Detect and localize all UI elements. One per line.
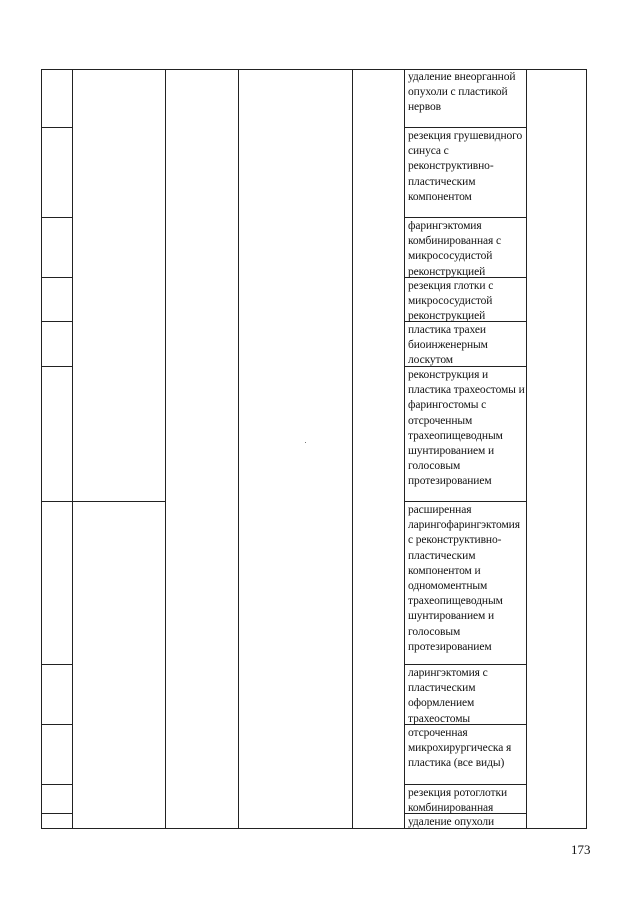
procedure-cell: удаление внеорганной опухоли с пластикой нервов bbox=[408, 71, 516, 114]
procedure-cell: удаление опухоли bbox=[408, 816, 495, 828]
row-divider bbox=[41, 277, 73, 278]
procedure-cell: резекция ротоглотки комбинированная bbox=[408, 787, 508, 815]
procedure-cell: резекция глотки с микрососудистой реконструкцией bbox=[408, 280, 494, 323]
row-divider bbox=[41, 784, 73, 785]
row-divider bbox=[41, 813, 73, 814]
scan-speck bbox=[305, 442, 306, 443]
procedures-table bbox=[41, 69, 587, 829]
column-divider-5 bbox=[404, 69, 405, 829]
column-divider-1 bbox=[72, 69, 73, 829]
row-divider bbox=[41, 127, 73, 128]
procedure-cell: реконструкция и пластика трахеостомы и фарингостомы с отсроченным трахеопищеводным шунтированием и голосовым протезированием bbox=[408, 369, 525, 488]
table-right-border bbox=[586, 69, 587, 829]
page-number: 173 bbox=[571, 842, 591, 857]
table-left-border bbox=[41, 69, 42, 829]
row-divider bbox=[41, 321, 73, 322]
column-divider-2 bbox=[165, 69, 166, 829]
row-divider bbox=[41, 724, 73, 725]
procedure-cell: резекция грушевидного синуса с реконструктивно-пластическим компонентом bbox=[408, 130, 523, 203]
column-divider-4 bbox=[352, 69, 353, 829]
row-divider bbox=[41, 664, 73, 665]
procedure-cell: отсроченная микрохирургическа я пластика (все виды) bbox=[408, 727, 512, 770]
procedure-cell: расширенная ларингофарингэктомия с реконструктивно-пластическим компонентом и одномоментным трахеопищеводным шунтированием и голосовым протезированием bbox=[408, 504, 520, 653]
row-divider bbox=[41, 366, 73, 367]
row-divider-col2 bbox=[73, 501, 166, 502]
procedure-cell: ларингэктомия с пластическим оформлением трахеостомы bbox=[408, 667, 488, 725]
column-divider-6 bbox=[526, 69, 527, 829]
procedure-cell: фарингэктомия комбинированная с микрососудистой реконструкцией bbox=[408, 220, 501, 278]
row-divider bbox=[41, 501, 73, 502]
row-divider bbox=[41, 217, 73, 218]
procedure-cell: пластика трахеи биоинженерным лоскутом bbox=[408, 324, 488, 367]
column-divider-3 bbox=[238, 69, 239, 829]
